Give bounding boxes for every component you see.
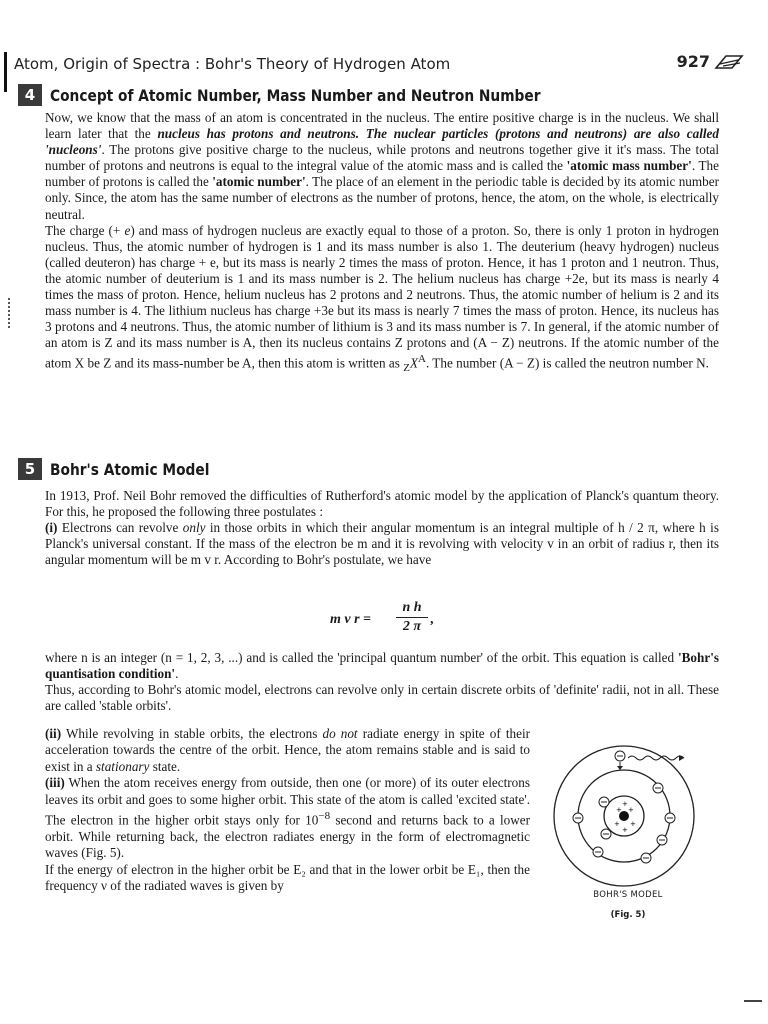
equation-numerator: n h <box>396 600 428 618</box>
equation-denominator: 2 π <box>402 619 422 634</box>
section-title: Bohr's Atomic Model <box>50 459 210 479</box>
text-run: radiate energy in spite of their acceleration towards the centre of the orbit. Hence, the atom remains stable and is said to exist in a <box>45 726 530 774</box>
text-run: While revolving in stable orbits, the electrons <box>61 726 323 741</box>
margin-dots <box>8 298 12 328</box>
text-run: state. <box>149 758 181 774</box>
bohr-model-diagram <box>548 740 708 890</box>
text-run: . <box>175 666 179 682</box>
postulate-label: (iii) <box>45 775 65 791</box>
paragraph-energy: If the energy of electron in the higher orbit be E₂ and that in the lower orbit be E₁, then the frequency ν of the radiated waves is given by <box>45 861 530 894</box>
running-title: Atom, Origin of Spectra : Bohr's Theory of Hydrogen Atom <box>14 55 451 73</box>
equation-lhs: m v r = <box>330 612 372 627</box>
proton-mark: + <box>616 806 622 814</box>
proton-mark: + <box>614 820 620 828</box>
page-corner-icon <box>712 52 746 74</box>
proton-mark: + <box>622 800 628 808</box>
term-quantisation-condition: 'Bohr's quantisation condition' <box>45 650 719 682</box>
postulate-2 <box>45 726 530 775</box>
excited-electron-icon <box>615 751 625 761</box>
notation-symbol: X <box>409 355 418 371</box>
paragraph-stable-orbits: Thus, according to Bohr's atomic model, electrons can revolve only in certain discrete orbits of 'definite' radii, not in all. These are called 'stable orbits'. <box>45 682 719 714</box>
emphasis-text: nucleus has protons and neutrons. The nuclear particles (protons and neutrons) are also called 'nucleons' <box>45 126 719 158</box>
running-header <box>14 52 754 78</box>
notation-subscript: Z <box>403 362 410 375</box>
notation-superscript: A <box>418 353 426 366</box>
text-run: second and returns back to a lower orbit. While returning back, the electron radiates energy in the form of electromagnetic waves (Fig. 5). <box>45 812 530 861</box>
proton-mark: + <box>628 806 634 814</box>
text-run: . The protons give positive charge to the nucleus, while protons and neutrons together give it it's mass. The total number of protons and neutrons is equal to the integral value of the atomic mass and is called the <box>45 142 719 174</box>
text-run: Electrons can revolve <box>57 520 183 536</box>
bohr-model-figure <box>548 740 708 940</box>
term-atomic-number: 'atomic number' <box>212 174 306 190</box>
paragraph-examples <box>45 223 719 377</box>
proton-mark: + <box>622 826 628 834</box>
electron-icon <box>653 783 663 793</box>
text-run: . The place of an element in the periodic table is decided by its atomic number only. Since, the atom has the same number of electrons as the number of protons, hence, the atom, on the whole, is electrically neutral. <box>45 174 719 222</box>
text-run: The charge (+ <box>45 222 125 238</box>
electron-icon <box>665 813 675 823</box>
emphasis-text: stationary <box>95 758 150 774</box>
paragraph-intro: In 1913, Prof. Neil Bohr removed the difficulties of Rutherford's atomic model by the application of Planck's quantum theory. For this, he proposed the following three postulates : <box>45 488 719 520</box>
figure-label: (Fig. 5) <box>610 910 646 920</box>
section-4-body <box>45 110 719 377</box>
emphasis-text: only <box>182 520 206 536</box>
text-run: where n is an integer (n = 1, 2, 3, ...) and is called the 'principal quantum number' of the orbit. This equation is called <box>45 650 678 665</box>
paragraph-quantum-number <box>45 650 719 682</box>
page-number: 927 <box>676 52 710 71</box>
section-title: Concept of Atomic Number, Mass Number and Neutron Number <box>50 85 541 105</box>
margin-bar <box>4 52 7 92</box>
equation-comma: , <box>430 612 434 627</box>
term-mass-number: 'atomic mass number' <box>566 158 692 174</box>
text-run: When the atom receives energy from outside, then one (or more) of its outer electrons leaves its orbit and goes to some higher orbit. This state of the atom is called 'excited state'. The electron in the higher orbit stays only for 10 <box>45 775 530 828</box>
emphasis-text: do not <box>322 726 358 741</box>
electron-icon <box>641 853 651 863</box>
electron-icon <box>599 797 609 807</box>
postulates-2-3 <box>45 726 530 894</box>
postulate-3 <box>45 775 530 861</box>
symbol-e: e <box>124 222 131 238</box>
section-number-badge: 5 <box>18 458 42 480</box>
text-run: . The number of protons is called the <box>45 158 720 190</box>
section-5-heading <box>18 458 235 482</box>
figure-caption: BOHR'S MODEL <box>593 890 663 900</box>
electron-icon <box>593 847 603 857</box>
corner-dash <box>744 1000 762 1002</box>
postulate-1 <box>45 520 719 568</box>
exponent: −8 <box>318 810 331 823</box>
text-run: ) and mass of hydrogen nucleus are exactly equal to those of a proton. So, there is only 1 proton in hydrogen nucleus. Thus, the atomic number of hydrogen is 1 and its mass number is also 1. The deuterium (heavy hydrogen) nucleus (called deuteron) has charge + e, but its mass is nearly 2 times the mass of proton. Hence, it has 1 proton and 1 neutron. Thus, the atomic number of deuterium is 1 and its mass number is 2. The helium nucleus has charge +2e, but its mass is nearly 4 times the mass of proton. Hence, helium nucleus has 2 protons and 2 neutrons. Thus, the atomic number of helium is 2 and its mass number is 4. The lithium nucleus has charge +3e but its mass is nearly 7 times the mass of proton. Hence, its nucleus has 3 protons and 4 neutrons. Thus, the atomic number of lithium is 3 and its mass number is 7. In general, if the atomic number of an atom is Z and its mass number is A, then its nucleus contains Z protons and (A − Z) neutrons. If the atomic number of the atom X be Z and its mass-number be A, then this atom is written as <box>45 222 720 371</box>
postulate-label: (i) <box>45 520 58 536</box>
text-run: in those orbits in which their angular momentum is an integral multiple of h / 2 π, where h is Planck's universal constant. If the mass of the electron be m and it is revolving with velocity v in an orbit of radius r, then its angular momentum will be m v r. According to Bohr's postulate, we have <box>45 520 719 568</box>
text-run: Now, we know that the mass of an atom is concentrated in the nucleus. The entire positive charge is in the nucleus. We shall learn later that the <box>45 110 719 142</box>
electron-icon <box>573 813 583 823</box>
section-number-badge: 4 <box>18 84 42 106</box>
section-5-body <box>45 488 719 568</box>
emitted-wave <box>628 756 684 760</box>
electron-icon <box>601 829 611 839</box>
equation-fraction <box>396 600 428 635</box>
quantisation-equation <box>330 600 490 640</box>
section-5-body-continued <box>45 650 719 714</box>
section-4-heading <box>18 84 620 108</box>
proton-mark: + <box>630 820 636 828</box>
electron-icon <box>657 835 667 845</box>
postulate-label: (ii) <box>45 726 62 741</box>
paragraph-nucleons <box>45 110 719 223</box>
text-run: . The number (A − Z) is called the neutron number N. <box>425 355 709 371</box>
